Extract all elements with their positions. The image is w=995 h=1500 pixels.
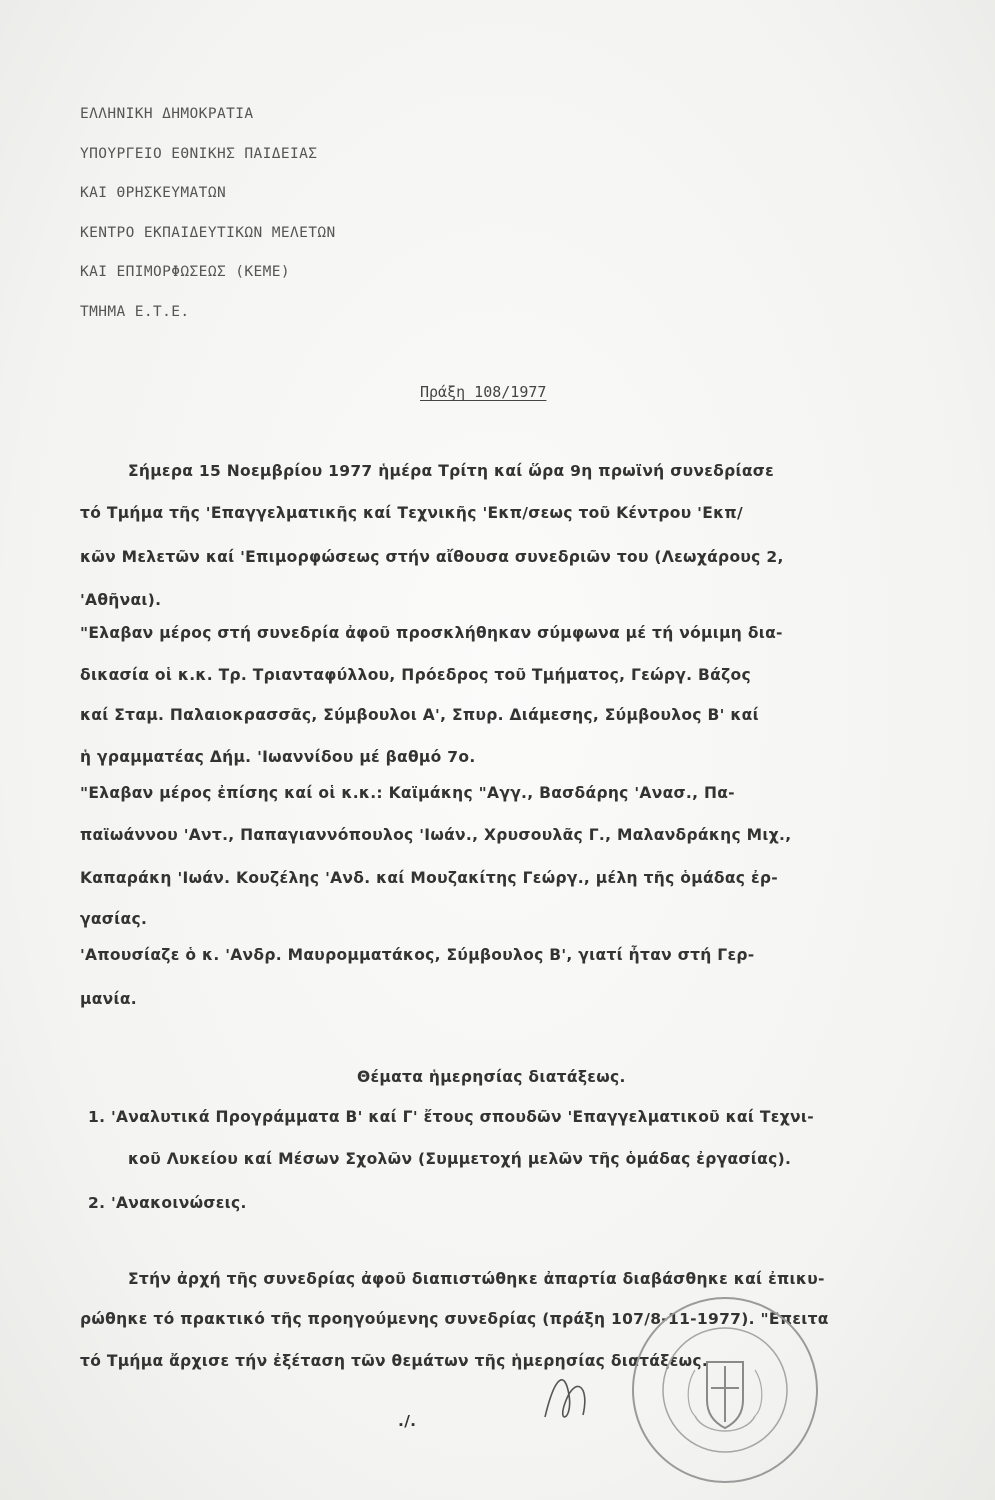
body-line: Σήμερα 15 Νοεμβρίου 1977 ἡμέρα Τρίτη καί ὥρα 9η πρωϊνή συνεδρίασε (128, 462, 775, 480)
body-line: ρώθηκε τό πρακτικό τῆς προηγούμενης συνεδρίας (πράξη 107/8-11-1977). "Επειτα (80, 1310, 829, 1328)
agenda-item-cont: κοῦ Λυκείου καί Μέσων Σχολῶν (Συμμετοχή μελῶν τῆς ὁμάδας ἐργασίας). (128, 1150, 792, 1168)
agenda-heading: Θέματα ἡμερησίας διατάξεως. (357, 1068, 626, 1086)
body-line: δικασία οἱ κ.κ. Τρ. Τριανταφύλλου, Πρόεδρος τοῦ Τμήματος, Γεώργ. Βάζος (80, 666, 751, 684)
agenda-item: 2. 'Ανακοινώσεις. (88, 1194, 247, 1212)
letterhead-line: ΕΛΛΗΝΙΚΗ ΔΗΜΟΚΡΑΤΙΑ (80, 106, 254, 122)
body-line: τό Τμήμα ἄρχισε τήν ἐξέταση τῶν θεμάτων τῆς ἡμερησίας διατάξεως. (80, 1352, 709, 1370)
body-line: τό Τμήμα τῆς 'Επαγγελματικῆς καί Τεχνικῆς 'Εκπ/σεως τοῦ Κέντρου 'Εκπ/ (80, 504, 743, 522)
body-line: Στήν ἀρχή τῆς συνεδρίας ἀφοῦ διαπιστώθηκε ἀπαρτία διαβάσθηκε καί ἐπικυ- (128, 1270, 825, 1288)
official-seal (625, 1290, 825, 1490)
letterhead-line: ΚΑΙ ΕΠΙΜΟΡΦΩΣΕΩΣ (ΚΕΜΕ) (80, 264, 290, 280)
body-line: παϊωάννου 'Αντ., Παπαγιαννόπουλος 'Ιωάν., Χρυσουλᾶς Γ., Μαλανδράκης Μιχ., (80, 826, 792, 844)
letterhead-line: ΥΠΟΥΡΓΕΙΟ ΕΘΝΙΚΗΣ ΠΑΙΔΕΙΑΣ (80, 145, 318, 162)
body-line: ἡ γραμματέας Δήμ. 'Ιωαννίδου μέ βαθμό 7ο. (80, 748, 476, 766)
body-line: κῶν Μελετῶν καί 'Επιμορφώσεως στήν αἴθουσα συνεδριῶν του (Λεωχάρους 2, (80, 548, 784, 566)
letterhead-line: ΚΑΙ ΘΡΗΣΚΕΥΜΑΤΩΝ (80, 185, 227, 201)
document-title: Πράξη 108/1977 (420, 383, 547, 401)
body-line: "Ελαβαν μέρος ἐπίσης καί οἱ κ.κ.: Καϊμάκης "Αγγ., Βασδάρης 'Ανασ., Πα- (80, 784, 735, 802)
letterhead-line: ΚΕΝΤΡΟ ΕΚΠΑΙΔΕΥΤΙΚΩΝ ΜΕΛΕΤΩΝ (80, 224, 336, 241)
letterhead-line: ΤΜΗΜΑ Ε.Τ.Ε. (80, 303, 190, 320)
letterhead (80, 104, 336, 341)
body-line: καί Σταμ. Παλαιοκρασσᾶς, Σύμβουλοι Α', Σπυρ. Διάμεσης, Σύμβουλος Β' καί (80, 706, 759, 724)
body-line: 'Απουσίαζε ὁ κ. 'Ανδρ. Μαυρομματάκος, Σύμβουλος Β', γιατί ἦταν στή Γερ- (80, 946, 755, 964)
agenda-item: 1. 'Αναλυτικά Προγράμματα Β' καί Γ' ἔτους σπουδῶν 'Επαγγελματικοῦ καί Τεχνι- (88, 1108, 814, 1126)
body-line: γασίας. (80, 910, 148, 928)
body-line: 'Αθῆναι). (80, 591, 162, 609)
signature-mark (535, 1355, 605, 1435)
continuation-mark: ./. (398, 1412, 417, 1430)
body-line: μανία. (80, 990, 137, 1008)
body-line: "Ελαβαν μέρος στή συνεδρία ἀφοῦ προσκλήθηκαν σύμφωνα μέ τή νόμιμη δια- (80, 624, 783, 642)
body-line: Καπαράκη 'Ιωάν. Κουζέλης 'Ανδ. καί Μουζακίτης Γεώργ., μέλη τῆς ὁμάδας ἐρ- (80, 869, 779, 887)
